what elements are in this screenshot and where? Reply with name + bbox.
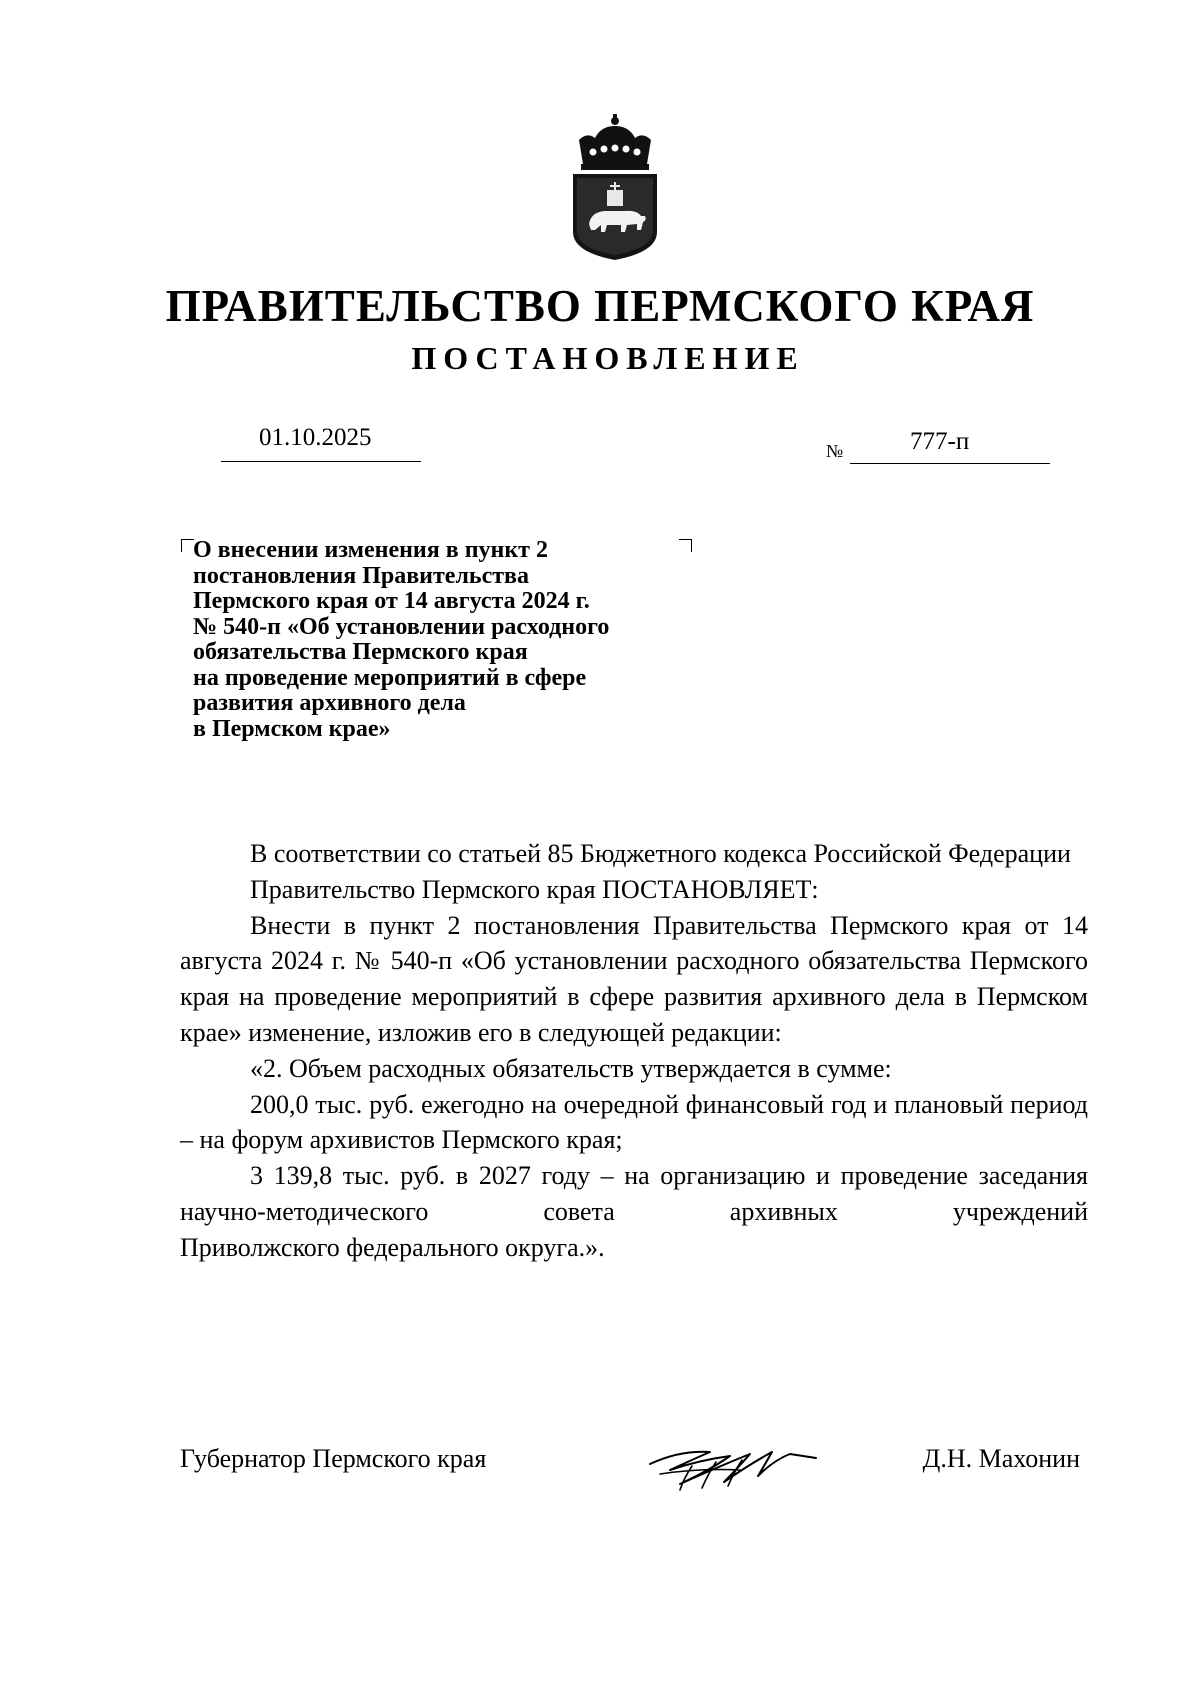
body-paragraph: 200,0 тыс. руб. ежегодно на очередной финансовый год и плановый период – на форум архивистов Пермского края; bbox=[180, 1089, 1088, 1155]
document-date: 01.10.2025 bbox=[259, 424, 372, 451]
number-sign: № bbox=[826, 441, 844, 461]
subject-line: Пермского края от 14 августа 2024 г. bbox=[193, 588, 590, 614]
document-number-field bbox=[826, 426, 1050, 466]
subject-line: № 540-п «Об установлении расходного bbox=[193, 613, 610, 640]
document-number: 777-п bbox=[910, 428, 970, 455]
number-underline bbox=[850, 463, 1050, 464]
body-paragraph: Правительство Пермского края ПОСТАНОВЛЯЕТ: bbox=[250, 874, 819, 904]
subject-line: обязательства Пермского края bbox=[193, 639, 528, 665]
body-paragraph: 3 139,8 тыс. руб. в 2027 году – на организацию и проведение заседания научно-методического совета архивных учреждений bbox=[180, 1161, 1088, 1226]
subject-line: О внесении изменения в пункт 2 bbox=[193, 537, 548, 563]
document-date-field bbox=[221, 422, 421, 462]
organization-title: ПРАВИТЕЛЬСТВО ПЕРМСКОГО КРАЯ bbox=[165, 281, 1035, 331]
document-type: ПОСТАНОВЛЕНИЕ bbox=[411, 340, 805, 376]
body-paragraph: В соответствии со статьей 85 Бюджетного кодекса Российской Федерации bbox=[250, 839, 1071, 868]
signature-block bbox=[180, 1438, 1080, 1508]
body-paragraph: «2. Объем расходных обязательств утверждается в сумме: bbox=[250, 1053, 892, 1083]
subject-line: в Пермском крае» bbox=[193, 715, 391, 742]
subject-line: постановления Правительства bbox=[193, 562, 529, 589]
document-body bbox=[180, 836, 1088, 1266]
signatory-name: Д.Н. Махонин bbox=[922, 1444, 1080, 1473]
subject-line: на проведение мероприятий в сфере bbox=[193, 664, 587, 691]
document-subject bbox=[193, 538, 713, 742]
body-paragraph: Приволжского федерального округа.». bbox=[180, 1232, 605, 1262]
date-underline bbox=[221, 461, 421, 462]
handwritten-signature-icon bbox=[640, 1430, 820, 1502]
subject-line: развития архивного дела bbox=[193, 690, 466, 716]
signatory-position: Губернатор Пермского края bbox=[180, 1444, 487, 1473]
body-paragraph: Внести в пункт 2 постановления Правительства Пермского края от 14 августа 2024 г. № 540-п «Об установлении расходного обязательства Пермского края на проведение мероприятий в сфере развития архивного дела в Пермском крае» изменение, изложив его в следующей редакции: bbox=[180, 910, 1088, 1047]
coat-of-arms-icon bbox=[567, 112, 663, 262]
